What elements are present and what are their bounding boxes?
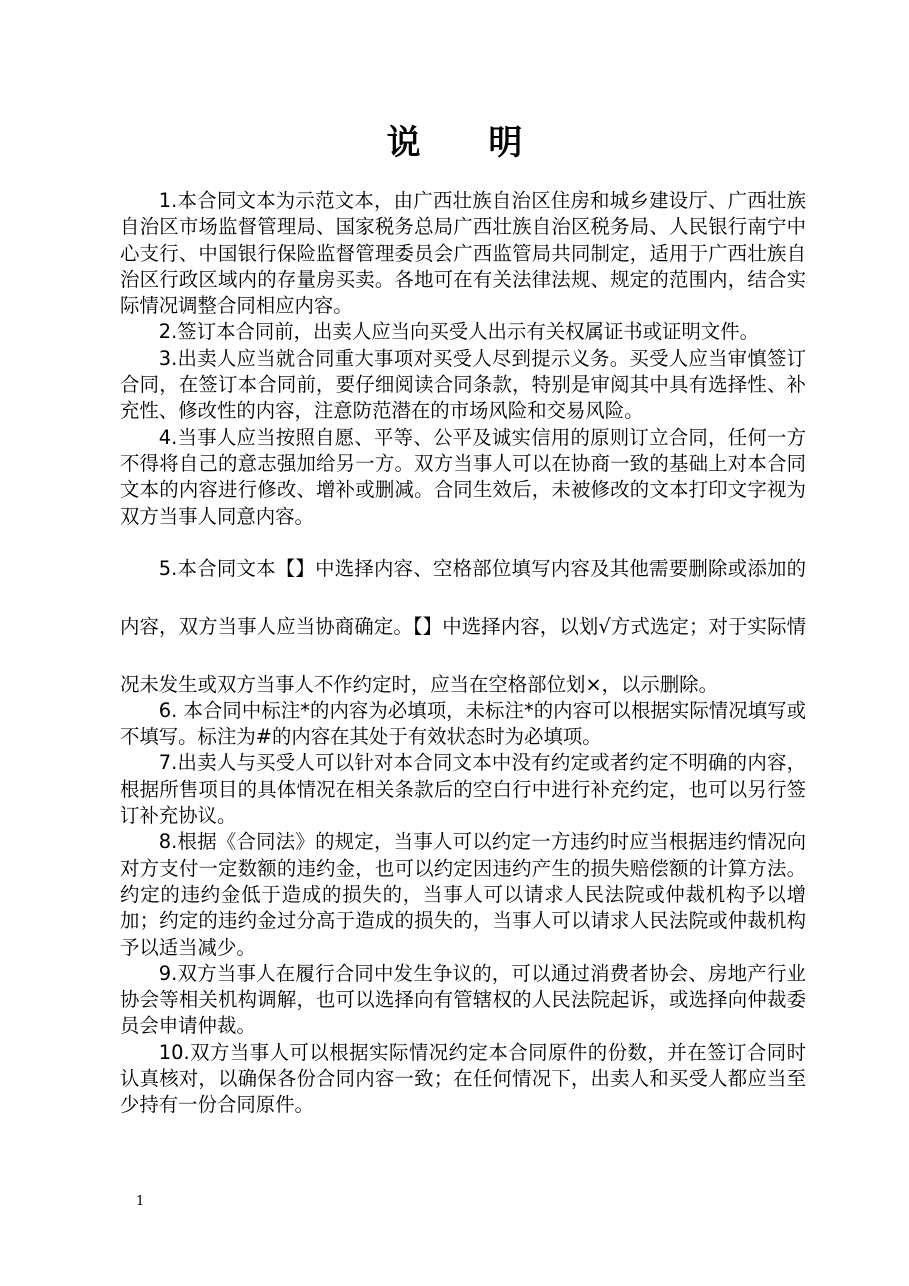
paragraph-10: 10.双方当事人可以根据实际情况约定本合同原件的份数，并在签订合同时认真核对，以确保各份合同内容一致；在任何情况下，出卖人和买受人都应当至少持有一份合同原件。	[120, 1040, 806, 1117]
paragraph-3: 3.出卖人应当就合同重大事项对买受人尽到提示义务。买受人应当审慎签订合同，在签订本合同前，要仔细阅读合同条款，特别是审阅其中具有选择性、补充性、修改性的内容，注意防范潜在的市场风险和交易风险。	[120, 346, 806, 423]
paragraph-7: 7.出卖人与买受人可以针对本合同文本中没有约定或者约定不明确的内容，根据所售项目的具体情况在相关条款后的空白行中进行补充约定，也可以另行签订补充协议。	[120, 751, 806, 828]
paragraph-6: 6. 本合同中标注*的内容为必填项，未标注*的内容可以根据实际情况填写或不填写。标注为#的内容在其处于有效状态时为必填项。	[120, 698, 806, 749]
document-body	[120, 188, 806, 1119]
page-number: 1	[136, 1194, 145, 1209]
page-title: 说 明	[386, 123, 551, 163]
paragraph-9: 9.双方当事人在履行合同中发生争议的，可以通过消费者协会、房地产行业协会等相关机构调解，也可以选择向有管辖权的人民法院起诉，或选择向仲裁委员会申请仲裁。	[120, 961, 806, 1038]
paragraph-4: 4.当事人应当按照自愿、平等、公平及诚实信用的原则订立合同，任何一方不得将自己的意志强加给另一方。双方当事人可以在协商一致的基础上对本合同文本的内容进行修改、增补或删减。合同生效后，未被修改的文本打印文字视为双方当事人同意内容。	[120, 425, 806, 528]
paragraph-2: 2.签订本合同前，出卖人应当向买受人出示有关权属证书或证明文件。	[158, 320, 760, 344]
paragraph-5: 5.本合同文本【】中选择内容、空格部位填写内容及其他需要删除或添加的内容，双方当事人应当协商确定。【】中选择内容，以划√方式选定；对于实际情况未发生或双方当事人不作约定时，应当在空格部位划×，以示删除。	[120, 556, 806, 696]
paragraph-1: 1.本合同文本为示范文本，由广西壮族自治区住房和城乡建设厅、广西壮族自治区市场监督管理局、国家税务总局广西壮族自治区税务局、人民银行南宁中心支行、中国银行保险监督管理委员会广西监管局共同制定，适用于广西壮族自治区行政区域内的存量房买卖。各地可在有关法律法规、规定的范围内，结合实际情况调整合同相应内容。	[120, 189, 806, 318]
paragraph-8: 8.根据《合同法》的规定，当事人可以约定一方违约时应当根据违约情况向对方支付一定数额的违约金，也可以约定因违约产生的损失赔偿额的计算方法。约定的违约金低于造成的损失的，当事人可以请求人民法院或仲裁机构予以增加；约定的违约金过分高于造成的损失的，当事人可以请求人民法院或仲裁机构予以适当减少。	[120, 830, 806, 959]
